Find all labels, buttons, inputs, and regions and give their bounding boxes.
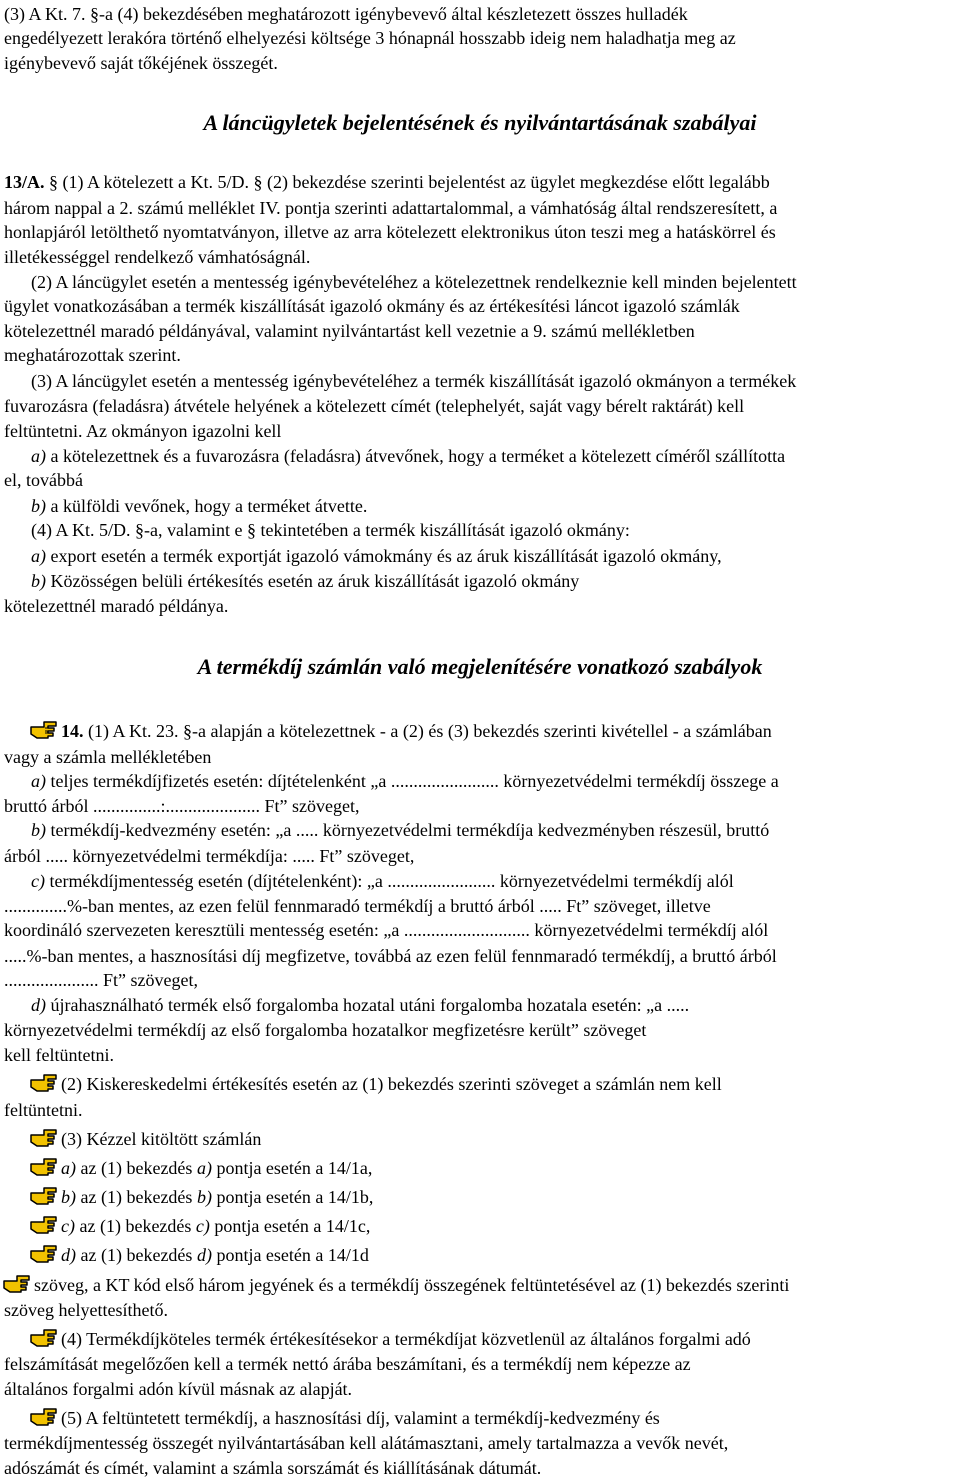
item-letter: c) — [195, 1216, 210, 1236]
text-line: (4) A Kt. 5/D. §-a, valamint e § tekintetében a termék kiszállítását igazoló okmány: — [31, 520, 630, 540]
section-number: 14. — [61, 721, 84, 741]
item-letter: a) — [61, 1158, 76, 1178]
list-item — [31, 818, 769, 842]
text-line — [2, 1272, 789, 1296]
text-line: kötelezettnél maradó példánya. — [4, 596, 229, 616]
paragraph-14-2 — [29, 1071, 722, 1095]
text-span: (2) Kiskereskedelmi értékesítés esetén az (1) bekezdés szerinti szöveget a számlán nem kell — [61, 1074, 722, 1094]
text-line: ..................... Ft” szöveget, — [4, 970, 198, 990]
text-span: § (1) A kötelezett a Kt. 5/D. § (2) bekezdése szerinti bejelentést az ügylet megkezdése előtt legalább — [44, 172, 770, 192]
list-item — [31, 569, 579, 593]
text-line: (2) A láncügylet esetén a mentesség igénybevételéhez a kötelezettnek rendelkeznie kell minden bejelentett — [31, 272, 797, 292]
text-span: pontja esetén a 14/1b, — [211, 1187, 374, 1207]
text-line: el, továbbá — [4, 470, 83, 490]
item-letter: d) — [31, 995, 46, 1015]
text-line: kell feltüntetni. — [4, 1045, 114, 1065]
text-span: az (1) bekezdés — [76, 1187, 197, 1207]
text-line: ügylet vonatkozásában a termék kiszállítását igazoló okmány és az értékesítési láncot igazoló számlák — [4, 296, 740, 316]
text-span: (4) Termékdíjköteles termék értékesítésekor a termékdíjat közvetlenül az általános forgalmi adó — [61, 1329, 751, 1349]
text-span: az (1) bekezdés — [74, 1216, 196, 1236]
paragraph-14-3 — [29, 1126, 261, 1150]
text-span: a kötelezettnek és a fuvarozásra (feladásra) átvevőnek, hogy a terméket a kötelezett címéről szállította — [46, 446, 786, 466]
list-item — [31, 869, 734, 893]
text-line: (3) A Kt. 7. §-a (4) bekezdésében meghatározott igénybevevő által készletezett összes hulladék — [4, 4, 688, 24]
text-line: árból ..... környezetvédelmi termékdíja: ..... Ft” szöveget, — [4, 846, 415, 866]
item-letter: d) — [196, 1245, 212, 1265]
pointing-hand-icon — [29, 1405, 59, 1427]
text-span: (5) A feltüntetett termékdíj, a hasznosítási díj, valamint a termékdíj-kedvezmény és — [61, 1408, 660, 1428]
section-heading: A láncügyletek bejelentésének és nyilvántartásának szabályai — [203, 110, 757, 135]
pointing-hand-icon — [29, 1184, 59, 1206]
list-item — [31, 769, 779, 793]
text-line: (3) A láncügylet esetén a mentesség igénybevételéhez a termék kiszállítását igazoló okmányon a termékek — [31, 371, 797, 391]
text-line: vagy a számla mellékletében — [4, 747, 212, 767]
list-item — [29, 1242, 369, 1266]
text-line: felszámítását megelőzően kell a termék nettó árába beszámítani, és a termékdíj nem képezze az — [4, 1354, 691, 1374]
item-letter: c) — [61, 1216, 75, 1236]
list-item — [31, 494, 367, 518]
pointing-hand-icon — [29, 1155, 59, 1177]
list-item — [31, 993, 689, 1017]
item-letter: b) — [31, 496, 46, 516]
text-span: (3) Kézzel kitöltött számlán — [61, 1129, 262, 1149]
text-line: környezetvédelmi termékdíj az első forgalomba hozatalkor megfizetésre került” szöveget — [4, 1020, 647, 1040]
text-line: feltüntetni. — [4, 1100, 83, 1120]
text-span: (1) A Kt. 23. §-a alapján a kötelezettnek - a (2) és (3) bekezdés szerinti kivétellel - a számlában — [83, 721, 772, 741]
paragraph-14 — [29, 718, 772, 742]
item-letter: a) — [196, 1158, 212, 1178]
text-line: meghatározottak szerint. — [4, 345, 181, 365]
section-heading: A termékdíj számlán való megjelenítésére vonatkozó szabályok — [197, 654, 763, 679]
pointing-hand-icon — [29, 1242, 59, 1264]
text-line: igénybevevő saját tőkéjének összegét. — [4, 53, 278, 73]
list-item — [29, 1184, 373, 1208]
text-line: feltüntetni. Az okmányon igazolni kell — [4, 421, 282, 441]
pointing-hand-icon — [2, 1272, 32, 1294]
text-line: ..............%-ban mentes, az ezen felül fennmaradó termékdíj a bruttó árból ..... Ft” szöveget, illetve — [4, 896, 711, 916]
item-letter: a) — [31, 546, 46, 566]
paragraph-14-4 — [29, 1326, 751, 1350]
text-span: Közösségen belüli értékesítés esetén az áruk kiszállítását igazoló okmány — [46, 571, 580, 591]
list-item — [29, 1155, 372, 1179]
text-line: .....%-ban mentes, a hasznosítási díj megfizetve, továbbá az ezen felül fennmaradó termékdíj, a bruttó árból — [4, 946, 777, 966]
item-letter: b) — [31, 820, 46, 840]
pointing-hand-icon — [29, 1326, 59, 1348]
text-span: pontja esetén a 14/1d — [211, 1245, 369, 1265]
text-line: illetékességgel rendelkező vámhatóságnál. — [4, 247, 311, 267]
text-line: engedélyezett lerakóra történő elhelyezési költsége 3 hónapnál hosszabb ideig nem haladhatja meg az — [4, 28, 736, 48]
section-number: 13/A. — [4, 172, 45, 192]
item-letter: b) — [31, 571, 46, 591]
item-letter: b) — [196, 1187, 212, 1207]
pointing-hand-icon — [29, 1071, 59, 1093]
text-span: teljes termékdíjfizetés esetén: díjtételenként „a ........................ környezetvédelmi termékdíj összege a — [46, 771, 779, 791]
text-span: pontja esetén a 14/1a, — [211, 1158, 373, 1178]
item-letter: a) — [31, 771, 46, 791]
pointing-hand-icon — [29, 1126, 59, 1148]
paragraph-13a — [4, 170, 770, 194]
text-line: kötelezettnél maradó példányával, valamint nyilvántartást kell vezetnie a 9. számú mellékletben — [4, 321, 695, 341]
text-span: pontja esetén a 14/1c, — [209, 1216, 371, 1236]
text-span: termékdíj-kedvezmény esetén: „a ..... környezetvédelmi termékdíja kedvezményben részesül, bruttó — [46, 820, 770, 840]
text-span: export esetén a termék exportját igazoló vámokmány és az áruk kiszállítását igazoló okmány, — [46, 546, 722, 566]
item-letter: c) — [31, 871, 45, 891]
pointing-hand-icon — [29, 718, 59, 740]
text-span: az (1) bekezdés — [76, 1245, 197, 1265]
list-item — [31, 444, 785, 468]
text-span: újrahasználható termék első forgalomba hozatal utáni forgalomba hozatala esetén: „a ..... — [46, 995, 690, 1015]
item-letter: b) — [61, 1187, 76, 1207]
text-span: szöveg, a KT kód első három jegyének és a termékdíj összegének feltüntetésével az (1) bekezdés szerinti — [34, 1275, 790, 1295]
text-line: honlapjáról letölthető nyomtatványon, illetve az arra kötelezett elektronikus úton teszi meg a hatáskörrel és — [4, 222, 776, 242]
text-span: termékdíjmentesség esetén (díjtételenként): „a ........................ környezetvédelmi termékdíj alól — [44, 871, 734, 891]
text-line: termékdíjmentesség összegét nyilvántartásában kell alátámasztani, amely tartalmazza a vevők nevét, — [4, 1433, 729, 1453]
text-line: bruttó árból ...............:..................... Ft” szöveget, — [4, 796, 360, 816]
paragraph-14-5 — [29, 1405, 660, 1429]
list-item — [31, 544, 722, 568]
item-letter: d) — [61, 1245, 76, 1265]
text-line: három nappal a 2. számú melléklet IV. pontja szerinti adattartalommal, a vámhatóság által rendszeresített, a — [4, 198, 778, 218]
text-span: az (1) bekezdés — [76, 1158, 197, 1178]
text-span: a külföldi vevőnek, hogy a terméket átvette. — [46, 496, 368, 516]
pointing-hand-icon — [29, 1213, 59, 1235]
text-line: koordináló szervezeten keresztüli mentesség esetén: „a ............................ környezetvédelmi termékdíj alól — [4, 920, 769, 940]
text-line: adószámát és címét, valamint a számla sorszámát és kiállításának dátumát. — [4, 1458, 542, 1478]
list-item — [29, 1213, 370, 1237]
item-letter: a) — [31, 446, 46, 466]
text-line: általános forgalmi adón kívül másnak az alapját. — [4, 1379, 353, 1399]
text-line: fuvarozásra (feladásra) átvétele helyének a kötelezett címét (telephelyét, saját vagy bérelt raktárát) kell — [4, 396, 745, 416]
text-line: szöveg helyettesíthető. — [4, 1300, 168, 1320]
